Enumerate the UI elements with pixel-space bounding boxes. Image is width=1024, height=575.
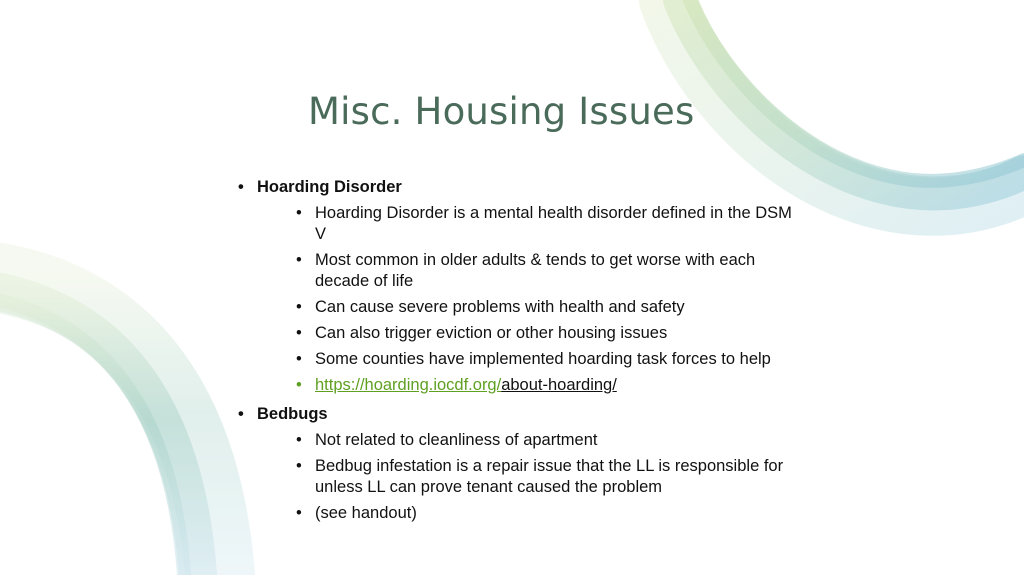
list-item: • Can also trigger eviction or other housing issues [296, 323, 798, 344]
bullet-list [238, 177, 798, 532]
list-item: • Most common in older adults & tends to get worse with each decade of life [296, 250, 798, 292]
hoarding-link-part1[interactable]: https://hoarding.iocdf.org/ [315, 376, 502, 394]
list-item: • Not related to cleanliness of apartment [296, 430, 798, 451]
list-item: • Hoarding Disorder is a mental health disorder defined in the DSM V [296, 203, 798, 245]
hoarding-link-part2[interactable]: about-hoarding/ [501, 376, 617, 394]
section-heading-text: Bedbugs [257, 405, 328, 423]
list-item: • Can cause severe problems with health and safety [296, 297, 798, 318]
sub-list-hoarding [296, 203, 798, 396]
sub-list-bedbugs [296, 430, 798, 524]
hoarding-link-item [296, 375, 798, 396]
list-item: • (see handout) [296, 503, 798, 524]
section-bedbugs [238, 404, 798, 524]
slide-title: Misc. Housing Issues [308, 90, 695, 133]
section-heading-hoarding [238, 177, 798, 396]
list-item: • Bedbug infestation is a repair issue that the LL is responsible for unless LL can prove tenant caused the problem [296, 456, 798, 498]
bottom-left-swoosh [0, 278, 220, 575]
section-hoarding [238, 177, 798, 396]
top-right-swoosh [668, 0, 1024, 207]
section-heading-bedbugs [238, 404, 798, 524]
section-heading-text: Hoarding Disorder [257, 178, 402, 196]
list-item: • Some counties have implemented hoarding task forces to help [296, 349, 798, 370]
